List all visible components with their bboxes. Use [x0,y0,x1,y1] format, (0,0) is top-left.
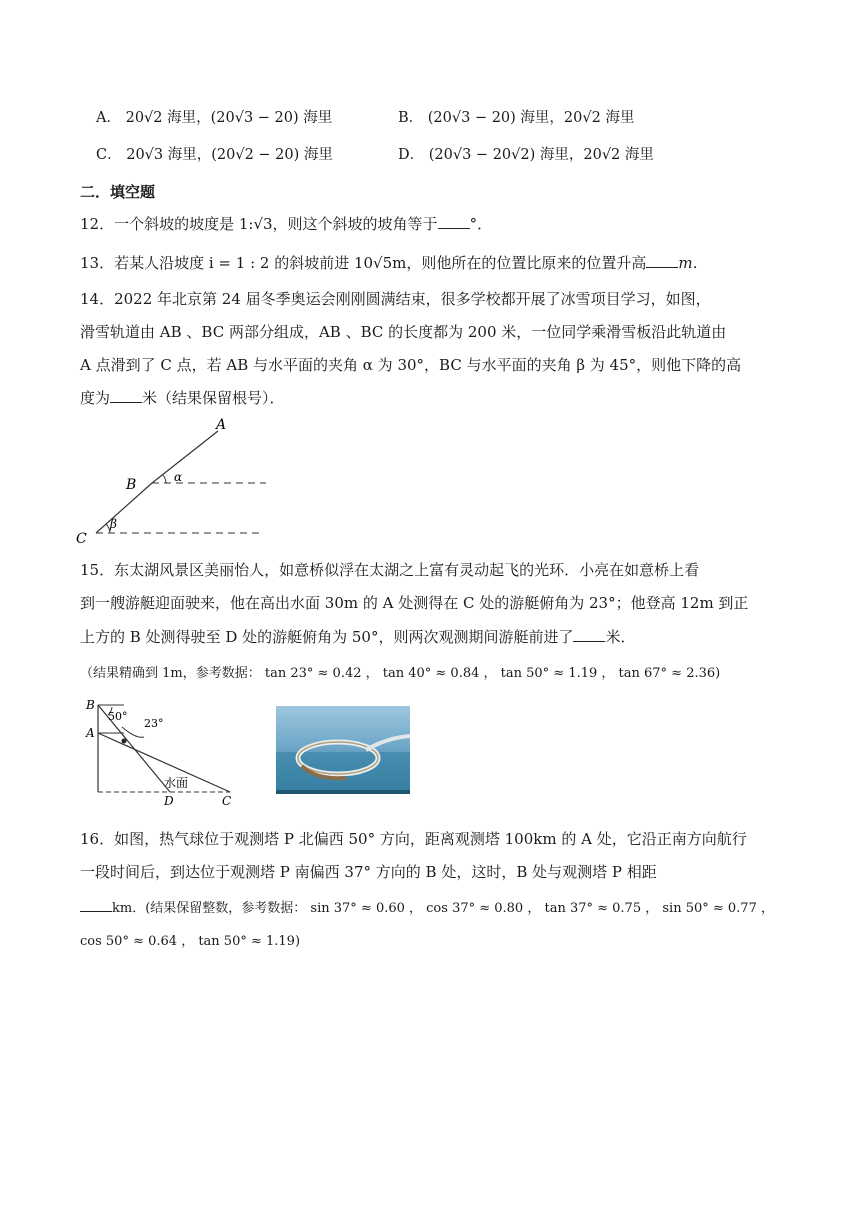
q13-unit: m． [678,254,708,272]
label-c: C [222,794,232,807]
q14-line4 [80,388,285,408]
label-alpha: α [174,470,183,484]
option-b-text: (20√3 − 20) 海里，20√2 海里 [427,110,635,126]
q14-line3: A 点滑到了 C 点，若 AB 与水平面的夹角 α 为 30°，BC 与水平面的夹角 β 为 45°，则他下降的高 [80,356,742,374]
answer-blank [646,253,678,268]
q12-text: 12．一个斜坡的坡度是 1:√3，则这个斜坡的坡角等于 [80,215,438,233]
answer-blank [110,388,142,403]
q15-line1: 15．东太湖风景区美丽怡人，如意桥似浮在太湖之上富有灵动起飞的光环．小亮在如意桥上看 [80,561,700,579]
section-title: 二．填空题 [80,183,156,201]
label-a: A [86,726,95,740]
q16-line1: 16．如图，热气球位于观测塔 P 北偏西 50° 方向，距离观测塔 100km 的 A 处，它沿正南方向航行 [80,830,747,848]
label-23: 23° [144,717,164,730]
q15-line4: （结果精确到 1m，参考数据： tan 23° ≈ 0.42 ， tan 40° ≈ 0.84 ， tan 50° ≈ 1.19 ， tan 67° ≈ 2.36) [80,666,721,681]
ski-track-figure [70,415,280,547]
alpha-arc [163,475,166,483]
option-d-text: (20√3 − 20√2) 海里，20√2 海里 [428,147,654,163]
label-c: C [76,531,87,547]
question-12 [80,214,492,234]
segment-ab [152,431,218,483]
label-water: 水面 [164,776,189,790]
label-d: D [164,794,174,807]
bridge-photo [276,706,410,794]
option-a-letter: A． [96,110,121,126]
q16-line2: 一段时间后，到达位于观测塔 P 南偏西 37° 方向的 B 处，这时，B 处与观测塔 P 相距 [80,863,657,881]
q16-line4: cos 50° ≈ 0.64 ， tan 50° ≈ 1.19) [80,934,301,949]
option-d [398,145,654,165]
q15-line2: 到一艘游艇迎面驶来，他在高出水面 30m 的 A 处测得在 C 处的游艇俯角为 23°；他登高 12m 到正 [80,594,749,612]
option-b-letter: B． [398,110,424,126]
q14-line1: 14．2022 年北京第 24 届冬季奥运会刚刚圆满结束，很多学校都开展了冰雪项目学习，如图， [80,290,711,308]
answer-blank [438,214,470,229]
q15-line3 [80,627,636,647]
label-b: B [86,698,95,712]
question-13 [80,253,708,273]
label-b: B [126,477,137,493]
q15-line3-b: 米． [605,628,636,646]
segment-bc [96,483,152,533]
q12-unit: °． [469,215,493,233]
q14-line2: 滑雪轨道由 AB 、BC 两部分组成，AB 、BC 的长度都为 200 米，一位同学乘滑雪板沿此轨道由 [80,323,727,341]
option-a [96,108,332,128]
option-c [96,145,333,165]
q15-line3-a: 上方的 B 处测得驶至 D 处的游艇俯角为 50°，则两次观测期间游艇前进了 [80,628,574,646]
angle-23-arc [122,727,144,737]
option-d-letter: D． [398,147,425,163]
q13-text: 13．若某人沿坡度 i = 1 : 2 的斜坡前进 10√5m，则他所在的位置比原来的位置升高 [80,254,647,272]
q14-line4-a: 度为 [80,389,111,407]
label-beta: β [110,517,117,531]
option-c-text: 20√3 海里，(20√2 − 20) 海里 [126,147,333,163]
option-a-text: 20√2 海里，(20√3 − 20) 海里 [125,110,333,126]
label-a: A [216,417,227,433]
answer-blank [573,627,605,642]
intersection-dot [122,739,127,744]
q16-line3 [80,897,774,916]
q14-line4-b: 米（结果保留根号）． [142,389,285,407]
label-50: 50° [108,710,128,723]
boat-depression-figure [84,697,244,807]
q16-line3-b: km．(结果保留整数，参考数据： sin 37° ≈ 0.60 ， cos 37° ≈ 0.80 ， tan 37° ≈ 0.75 ， sin 50° ≈ 0.77 ， [112,901,774,916]
option-b [398,108,634,128]
option-c-letter: C． [96,147,122,163]
answer-blank [80,897,112,912]
